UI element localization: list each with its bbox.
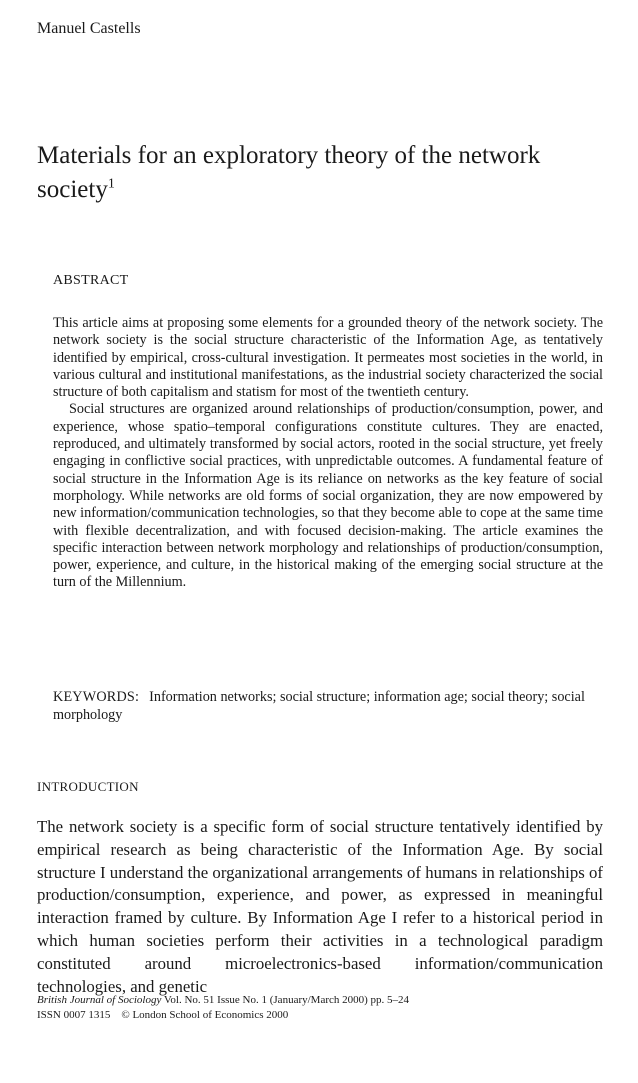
- title-footnote-marker[interactable]: 1: [107, 176, 115, 192]
- title-text: Materials for an exploratory theory of the network society: [37, 142, 541, 203]
- author-name: Manuel Castells: [37, 20, 141, 37]
- copyright: © London School of Economics 2000: [121, 1009, 289, 1021]
- journal-citation: [37, 993, 409, 1008]
- keywords-label: KEYWORDS:: [53, 689, 140, 705]
- citation-details: Vol. No. 51 Issue No. 1 (January/March 2000) pp. 5–24: [161, 994, 410, 1006]
- issn-line: [37, 1008, 409, 1023]
- keywords-text: Information networks; social structure; information age; social theory; social morphology: [53, 689, 585, 723]
- abstract-heading: ABSTRACT: [53, 273, 129, 288]
- paper-title: [37, 139, 597, 207]
- introduction-paragraph: The network society is a specific form of social structure tentatively identified by empirical research as being characteristic of the Information Age. By social structure I understand the organizational arrangements of humans in relationships of production/consumption, experience, and power, as expressed in meaningful interaction framed by culture. By Information Age I refer to a historical period in which human societies perform their activities in a technological paradigm constituted around microelectronics-based information/communication technologies, and genetic: [37, 817, 603, 996]
- issn: ISSN 0007 1315: [37, 1009, 111, 1021]
- abstract-body: [53, 315, 603, 592]
- journal-name: British Journal of Sociology: [37, 994, 162, 1006]
- page-footer: [37, 993, 409, 1023]
- abstract-paragraph: Social structures are organized around relationships of production/consumption, power, and experience, whose spatio–temporal configurations constitute cultures. They are enacted, reproduced, and ultimately transformed by social actors, rooted in the social structure, yet freely engaging in conflictive social practices, with unpredictable outcomes. A fundamental feature of social structure in the Information Age is its reliance on networks as the key feature of social morphology. While networks are old forms of social organization, they are now empowered by new information/communication technologies, so that they become able to cope at the same time with flexible decentralization, and with focused decision-making. The article examines the specific interaction between network morphology and relationships of production/consumption, power, experience, and culture, in the historical making of the emerging social structure at the turn of the Millennium.: [53, 401, 603, 591]
- introduction-heading: INTRODUCTION: [37, 779, 139, 794]
- keywords: [53, 688, 603, 724]
- abstract-paragraph: This article aims at proposing some elements for a grounded theory of the network society. The network society is the social structure characteristic of the Information Age, as tentatively identified by empirical, cross-cultural investigation. It permeates most societies in the world, in various cultural and institutional manifestations, as the industrial society characterized the social structure of both capitalism and statism for most of the twentieth century.: [53, 315, 603, 401]
